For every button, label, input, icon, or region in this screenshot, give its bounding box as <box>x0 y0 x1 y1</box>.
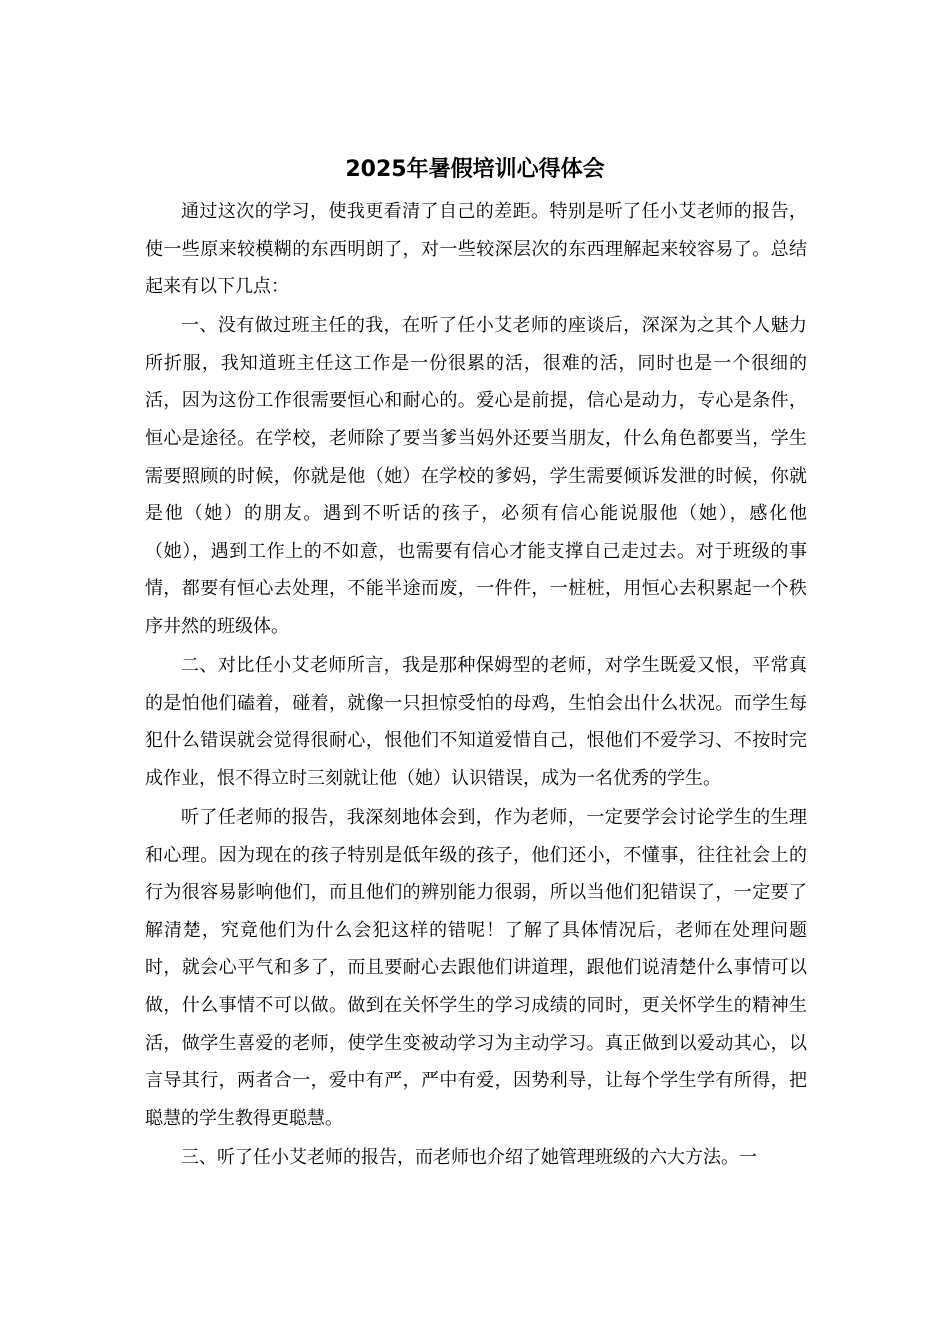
document-body <box>145 193 807 1178</box>
document-title: 2025年暑假培训心得体会 <box>345 157 605 182</box>
paragraph-intro: 通过这次的学习，使我更看清了自己的差距。特别是听了任小艾老师的报告，使一些原来较模糊的东西明朗了，对一些较深层次的东西理解起来较容易了。总结起来有以下几点： <box>145 201 807 298</box>
paragraph-point-two: 二、对比任小艾老师所言，我是那种保姆型的老师，对学生既爱又恨，平常真的是怕他们磕着，碰着，就像一只担惊受怕的母鸡，生怕会出什么状况。而学生每犯什么错误就会觉得很耐心，恨他们不知道爱惜自己，恨他们不爱学习、不按时完成作业，恨不得立时三刻就让他（她）认识错误，成为一名优秀的学生。 <box>145 655 807 789</box>
paragraph-point-one: 一、没有做过班主任的我，在听了任小艾老师的座谈后，深深为之其个人魅力所折服，我知道班主任这工作是一份很累的活，很难的活，同时也是一个很细的活，因为这份工作很需要恒心和耐心的。爱心是前提，信心是动力，专心是条件，恒心是途径。在学校，老师除了要当爹当妈外还要当朋友，什么角色都要当，学生需要照顾的时候，你就是他（她）在学校的爹妈，学生需要倾诉发泄的时候，你就是他（她）的朋友。遇到不听话的孩子，必须有信心能说服他（她），感化他（她），遇到工作上的不如意，也需要有信心才能支撑自己走过去。对于班级的事情，都要有恒心去处理，不能半途而废，一件件，一桩桩，用恒心去积累起一个秩序井然的班级体。 <box>145 315 807 638</box>
paragraph-point-three: 三、听了任小艾老师的报告，而老师也介绍了她管理班级的六大方法。一 <box>181 1146 757 1168</box>
paragraph-reflection: 听了任老师的报告，我深刻地体会到，作为老师，一定要学会讨论学生的生理和心理。因为现在的孩子特别是低年级的孩子，他们还小，不懂事，往往社会上的行为很容易影响他们，而且他们的辨别能力很弱，所以当他们犯错误了，一定要了解清楚，究竟他们为什么会犯这样的错呢！了解了具体情况后，老师在处理问题时，就会心平气和多了，而且要耐心去跟他们讲道理，跟他们说清楚什么事情可以做，什么事情不可以做。做到在关怀学生的学习成绩的同时，更关怀学生的精神生活，做学生喜爱的老师，使学生变被动学习为主动学习。真正做到以爱动其心，以言导其行，两者合一，爱中有严，严中有爱，因势利导，让每个学生学有所得，把聪慧的学生教得更聪慧。 <box>145 807 807 1129</box>
